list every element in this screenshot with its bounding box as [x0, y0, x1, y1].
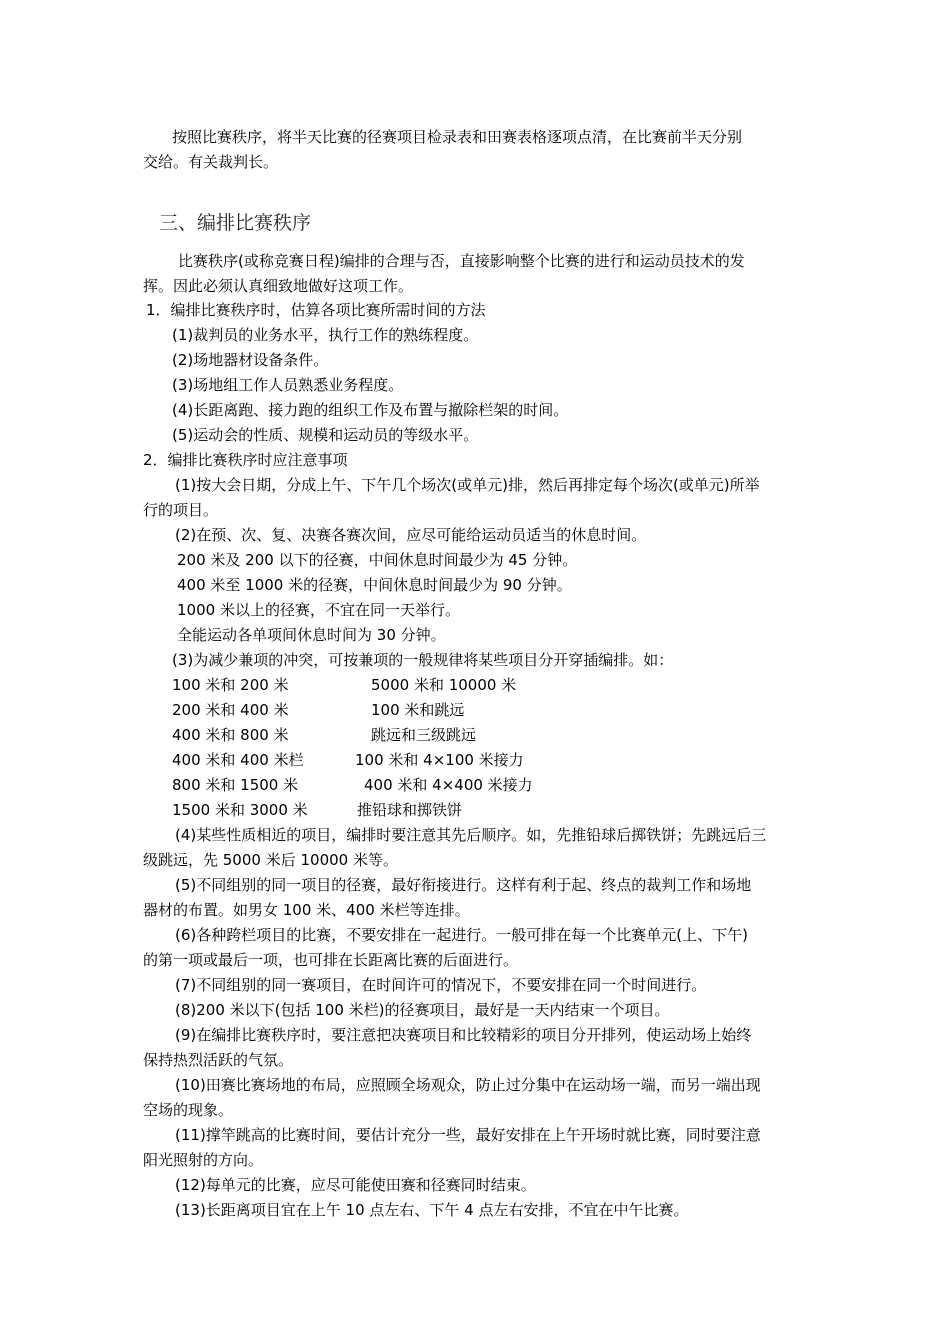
- part2-item-6-line-1: (6)各种跨栏项目的比赛，不要安排在一起进行。一般可排在每一个比赛单元(上、下午): [175, 926, 748, 944]
- rest-rule-3: 1000 米以上的径赛，不宜在同一天举行。: [177, 601, 460, 619]
- pair-right-5: 400 米和 4×400 米接力: [364, 776, 533, 794]
- pair-right-6: 推铅球和掷铁饼: [357, 801, 463, 819]
- part1-item-3: (3)场地组工作人员熟悉业务程度。: [172, 376, 404, 394]
- para1-line-2: 挥。因此必须认真细致地做好这项工作。: [143, 277, 414, 295]
- pair-left-4: 400 米和 400 米栏: [172, 751, 304, 769]
- part2-item-11-line-1: (11)撑竿跳高的比赛时间，要估计充分一些，最好安排在上午开场时就比赛，同时要注意: [175, 1126, 761, 1144]
- pair-right-4: 100 米和 4×100 米接力: [355, 751, 524, 769]
- part2-item-9-line-1: (9)在编排比赛秩序时，要注意把决赛项目和比较精彩的项目分开排列，使运动场上始终: [175, 1026, 752, 1044]
- part2-item-1-line-1: (1)按大会日期，分成上午、下午几个场次(或单元)排，然后再排定每个场次(或单元)所举: [175, 476, 760, 494]
- pair-left-3: 400 米和 800 米: [172, 726, 289, 744]
- pair-left-5: 800 米和 1500 米: [172, 776, 299, 794]
- part2-item-5-line-2: 器材的布置。如男女 100 米、400 米栏等连排。: [143, 901, 470, 919]
- part1-item-4: (4)长距离跑、接力跑的组织工作及布置与撤除栏架的时间。: [172, 401, 569, 419]
- part2-item-12: (12)每单元的比赛，应尽可能使田赛和径赛同时结束。: [175, 1176, 536, 1194]
- part2-item-4-line-1: (4)某些性质相近的项目，编排时要注意其先后顺序。如，先推铅球后掷铁饼；先跳远后三: [175, 826, 767, 844]
- part1-title: 1．编排比赛秩序时，估算各项比赛所需时间的方法: [146, 301, 486, 319]
- rest-rule-4: 全能运动各单项间休息时间为 30 分钟。: [177, 626, 446, 644]
- intro-line-2: 交给。有关裁判长。: [143, 153, 279, 171]
- part2-item-4-line-2: 级跳远，先 5000 米后 10000 米等。: [143, 851, 398, 869]
- pair-left-6: 1500 米和 3000 米: [172, 801, 308, 819]
- part2-item-3: (3)为减少兼项的冲突，可按兼项的一般规律将某些项目分开穿插编排。如：: [172, 651, 674, 669]
- pair-right-2: 100 米和跳远: [371, 701, 465, 719]
- part2-title: 2．编排比赛秩序时应注意事项: [143, 451, 348, 469]
- part2-item-8: (8)200 米以下(包括 100 米栏)的径赛项目，最好是一天内结束一个项目。: [175, 1001, 670, 1019]
- intro-line-1: 按照比赛秩序，将半天比赛的径赛项目检录表和田赛表格逐项点清，在比赛前半天分别: [172, 128, 743, 146]
- section-heading: 三、编排比赛秩序: [159, 212, 312, 234]
- rest-rule-1: 200 米及 200 以下的径赛，中间休息时间最少为 45 分钟。: [177, 551, 578, 569]
- part2-item-1-line-2: 行的项目。: [143, 501, 219, 519]
- pair-right-3: 跳远和三级跳远: [371, 726, 477, 744]
- rest-rule-2: 400 米至 1000 米的径赛，中间休息时间最少为 90 分钟。: [177, 576, 572, 594]
- part2-item-13: (13)长距离项目宜在上午 10 点左右、下午 4 点左右安排，不宜在中午比赛。: [175, 1201, 689, 1219]
- part1-item-1: (1)裁判员的业务水平，执行工作的熟练程度。: [172, 326, 479, 344]
- part2-item-9-line-2: 保持热烈活跃的气氛。: [143, 1051, 294, 1069]
- part2-item-6-line-2: 的第一项或最后一项，也可排在长距离比赛的后面进行。: [143, 951, 519, 969]
- part2-item-10-line-1: (10)田赛比赛场地的布局，应照顾全场观众，防止过分集中在运动场一端，而另一端出现: [175, 1076, 761, 1094]
- para1-line-1: 比赛秩序(或称竞赛日程)编排的合理与否，直接影响整个比赛的进行和运动员技术的发: [178, 252, 745, 270]
- part2-item-7: (7)不同组别的同一赛项目，在时间许可的情况下，不要安排在同一个时间进行。: [175, 976, 707, 994]
- part2-item-2: (2)在预、次、复、决赛各赛次间，应尽可能给运动员适当的休息时间。: [175, 526, 647, 544]
- part2-item-11-line-2: 阳光照射的方向。: [143, 1151, 264, 1169]
- pair-left-2: 200 米和 400 米: [172, 701, 289, 719]
- part2-item-10-line-2: 空场的现象。: [143, 1101, 234, 1119]
- pair-left-1: 100 米和 200 米: [172, 676, 289, 694]
- pair-right-1: 5000 米和 10000 米: [371, 676, 517, 694]
- part2-item-5-line-1: (5)不同组别的同一项目的径赛，最好衔接进行。这样有利于起、终点的裁判工作和场地: [175, 876, 752, 894]
- part1-item-2: (2)场地器材设备条件。: [172, 351, 329, 369]
- part1-item-5: (5)运动会的性质、规模和运动员的等级水平。: [172, 426, 479, 444]
